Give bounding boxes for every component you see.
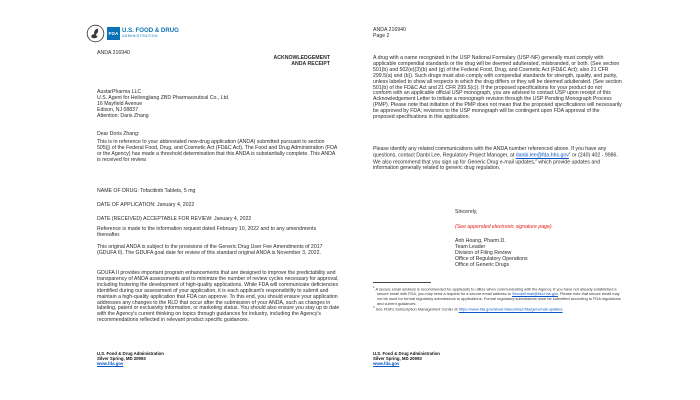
fda-logo [86, 23, 179, 43]
fda-wordmark-line2: ADMINISTRATION [122, 34, 159, 39]
address-line-agent: U.S. Agent for Heilongjiang ZBD Pharmaceutical Co., Ltd. [97, 94, 230, 101]
contact-text-3: which provide updates and information generally related to generic drug regulation. [373, 159, 601, 172]
subscription-center-link[interactable]: https://www.fda.gov/about-fda/contact-fda/get-email-updates [458, 306, 563, 312]
fda-gov-link[interactable]: www.fda.gov [97, 361, 124, 367]
fda-wordmark [122, 28, 179, 39]
paragraph-contact [373, 147, 622, 172]
address-line-street: 16 Mayfield Avenue [97, 100, 143, 107]
page-2 [370, 20, 630, 386]
paragraph-gdufa-goal-date: This original ANDA is subject to the provisions of the Generic Drug User Fee Amendments of 2017 (GDUFA II). The GDUFA goal date for review of this standard original ANDA is November 3, 2022. [97, 244, 323, 256]
address-line-company: AustarPharma LLC [97, 89, 142, 95]
paragraph-gdufa-ii: GDUFA II provides important program enhancements that are designed to improve the predictability and transparency of ANDA assessments and to minimize the number of review cycles necessary for approval, including fostering the development of high-quality applications. While FDA will communicate deficiencies identified during our assessment of your application, it is each applicant's responsibility to submit and maintain a high-quality application that FDA can approve. To this end, you should ensure your application addresses any changes to the RLD that occur after the submission of your ANDA, such as changes in labeling, patent or exclusivity information, or marketing status. You should also ensure you stay up to date with the Agency's current thinking on topics through guidances for industry, including the Agency's recommendations reflected in relevant product specific guidances. [97, 270, 340, 324]
footnote-2-marker: 2 [373, 305, 375, 310]
footer-address: Silver Spring, MD 20993 [373, 356, 422, 362]
footnote-2-text-a: See FDA's Subscription Management Center at [374, 306, 459, 312]
contact-text-2: or (240) 402 - 9986. We also recommend that you sign up for Generic Drug e-mail updates, [373, 152, 618, 166]
acknowledgement-header [274, 56, 330, 68]
page2-header [373, 28, 406, 40]
fda-abbr: FDA [108, 30, 119, 36]
fda-gov-link[interactable]: www.fda.gov [373, 361, 400, 367]
closing: Sincerely, [455, 209, 478, 215]
salutation: Dear Doris Zhang: [97, 131, 140, 137]
footer-org: U.S. Food & Drug Administration [373, 351, 440, 356]
rpm-email-link[interactable]: danbi.lee@fda.hhs.gov [515, 152, 569, 159]
address-line-attention: Attention: Daris Zhang [97, 112, 149, 119]
footnote-divider [373, 282, 431, 283]
fda-square-icon [107, 27, 120, 40]
paragraph-information-request: Reference is made to the information request dated February 10, 2022 and to any amendments thereafter. [97, 226, 317, 238]
address-line-city: Edison, NJ 08837 [97, 106, 138, 113]
footnote-ref-1: 1 [568, 150, 571, 155]
page1-footer [97, 351, 164, 367]
signer-office-2: Office of Generic Drugs [455, 261, 510, 268]
secure-email-link[interactable]: SecureEmail@fda.hhs.gov [511, 291, 558, 297]
signer-title: Team Leader [455, 243, 486, 250]
hhs-seal-icon [86, 24, 105, 43]
footer-address: Silver Spring, MD 20993 [97, 356, 146, 362]
footnote-2 [373, 307, 626, 312]
anda-number: ANDA 216940 [97, 50, 130, 56]
footnote-1-text-b: . Please note that secure email may not be used for formal regulatory submissions to applications. Formal regulatory submissions must be submitted according to FDA regulations and current guidances. [377, 291, 621, 306]
ack-header-line2: ANDA RECEIPT [291, 60, 330, 67]
page-number: Page 2 [373, 32, 390, 39]
page2-footer [373, 351, 440, 367]
signer-name: Anh Hoang, Pharm.D. [455, 238, 506, 244]
page-1 [85, 20, 345, 386]
footer-org: U.S. Food & Drug Administration [97, 351, 164, 356]
paragraph-reference: This is in reference to your abbreviated new-drug application (ANDA) submitted pursuant to section 505(j) of the Federal Food, Drug, and Cosmetic Act (FD&C Act). The Food and Drug Administration (FDA or the Agency) has made a threshold determination that this ANDA is substantially complete. This ANDA is received for review. [97, 139, 338, 163]
anda-number: ANDA 216940 [373, 27, 406, 33]
footnote-1-marker: 1 [373, 285, 375, 289]
contact-text-1: Please identify any related communications with the ANDA number referenced above. If you have any questions, contact Danbi Lee, Regulatory Project Manager, at [373, 146, 607, 159]
fda-wordmark-line1: U.S. FOOD & DRUG [122, 26, 179, 34]
signature-block [455, 239, 528, 269]
footnotes [373, 287, 626, 314]
signer-division: Division of Filing Review [455, 249, 512, 256]
signer-office-1: Office of Regulatory Operations [455, 255, 528, 262]
electronic-signature-note: (See appended electronic signature page) [455, 224, 552, 230]
paragraph-usp-compendial: A drug with a name recognized in the USP National Formulary (USP-NF) generally must comply with applicable compendial standards or the drug will be deemed adulterated, misbranded, or both. (See section 501(b) and 502(e)(3)(b) and (g) of the Federal Food, Drug, and Cosmetic Act (FD&C Act); also 21 CFR 299.5(a) and (b)). Such drugs must also comply with compendial standards for strength, quality, and purity, unless labeled to show all respects in which the drug differs or they will be deemed adulterated. (See section 501(b) of the FD&C Act and 21 CFR 299.5(c)). If the proposed specifications for your product do not conform with an applicable official USP monograph, you are advised to contact USP upon receipt of this Acknowledgement Letter to initiate a monograph revision through the USP Pending Monograph Process (PMP). Please note that initiation of the PMP does not mean that the proposed specifications will necessarily be approved by FDA; revisions to the USP monograph will be contingent upon FDA approval of the proposed specifications in this application. [373, 55, 622, 121]
name-of-drug-line: NAME OF DRUG: Tofacitinib Tablets, 5 mg [97, 188, 196, 194]
recipient-address [97, 90, 229, 120]
date-of-application-line: DATE OF APPLICATION: January 4, 2022 [97, 202, 195, 208]
footnote-1 [373, 287, 626, 306]
footnote-1-text-a: A secure email address is recommended for applicants to utilize when communicating with the Agency. If you have not already established a secure email with FDA, you may send a request for a secure email address to [374, 286, 617, 297]
footnote-2-text-b: . [562, 306, 564, 312]
date-received-line: DATE (RECEIVED) ACCEPTABLE FOR REVIEW: January 4, 2022 [97, 216, 252, 222]
ack-header-line1: ACKNOWLEDGEMENT [273, 55, 330, 61]
footnote-ref-2: 2 [535, 157, 537, 162]
